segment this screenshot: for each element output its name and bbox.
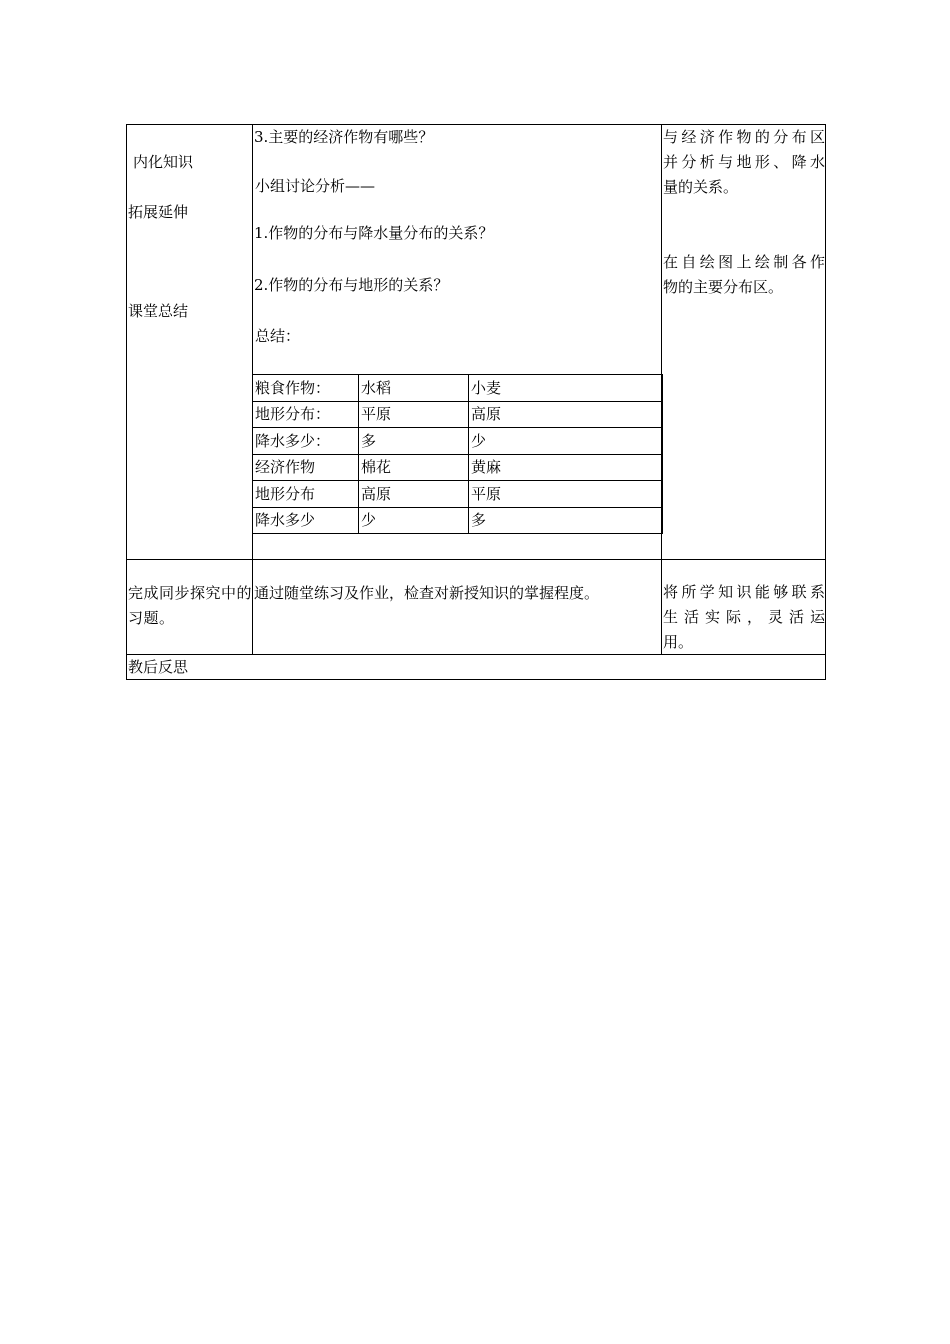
row-divider-2 [126, 654, 826, 655]
table-cell: 地形分布： [253, 401, 359, 428]
label-reflection: 教后反思 [128, 658, 189, 676]
summary-label: 总结： [255, 327, 301, 345]
table-row [253, 454, 663, 481]
table-cell: 棉花 [359, 454, 469, 481]
row-divider-1 [126, 559, 826, 560]
table-cell: 平原 [469, 481, 663, 508]
label-internalize: 内化知识 [133, 153, 194, 171]
draw-line-2: 物的主要分布区。 [663, 278, 784, 296]
group-discussion: 小组讨论分析—— [255, 177, 376, 195]
table-cell: 高原 [359, 481, 469, 508]
practice-text: 通过随堂练习及作业，检查对新授知识的掌握程度。 [254, 584, 600, 602]
table-row [253, 481, 663, 508]
apply-line-3: 用。 [663, 633, 694, 651]
goal-line-2: 并分析与地形、降水 [663, 153, 825, 171]
table-cell: 高原 [469, 401, 663, 428]
table-row [253, 401, 663, 428]
table-cell: 水稻 [359, 375, 469, 402]
question-2: 2.作物的分布与地形的关系？ [254, 276, 449, 294]
draw-line-1: 在自绘图上绘制各作 [663, 253, 825, 271]
table-cell: 黄麻 [469, 454, 663, 481]
apply-line-1: 将所学知识能够联系 [663, 583, 825, 601]
table-row [253, 507, 663, 534]
table-cell: 少 [469, 428, 663, 455]
table-cell: 多 [359, 428, 469, 455]
table-cell: 平原 [359, 401, 469, 428]
table-cell: 粮食作物： [253, 375, 359, 402]
table-cell: 少 [359, 507, 469, 534]
goal-line-1: 与经济作物的分布区 [663, 128, 825, 146]
table-cell: 降水多少： [253, 428, 359, 455]
table-cell: 小麦 [469, 375, 663, 402]
table-cell: 经济作物 [253, 454, 359, 481]
table-cell: 多 [469, 507, 663, 534]
question-1: 1.作物的分布与降水量分布的关系？ [254, 224, 494, 242]
table-row [253, 375, 663, 402]
table-cell: 降水多少 [253, 507, 359, 534]
apply-line-2: 生活实际，灵活运 [663, 608, 825, 626]
goal-line-3: 量的关系。 [663, 178, 739, 196]
label-homework: 完成同步探究中的习题。 [128, 584, 253, 627]
question-3: 3.主要的经济作物有哪些？ [254, 128, 434, 146]
summary-table [252, 374, 663, 534]
table-cell: 地形分布 [253, 481, 359, 508]
table-row [253, 428, 663, 455]
label-extend: 拓展延伸 [128, 203, 189, 221]
label-summary: 课堂总结 [128, 302, 189, 320]
